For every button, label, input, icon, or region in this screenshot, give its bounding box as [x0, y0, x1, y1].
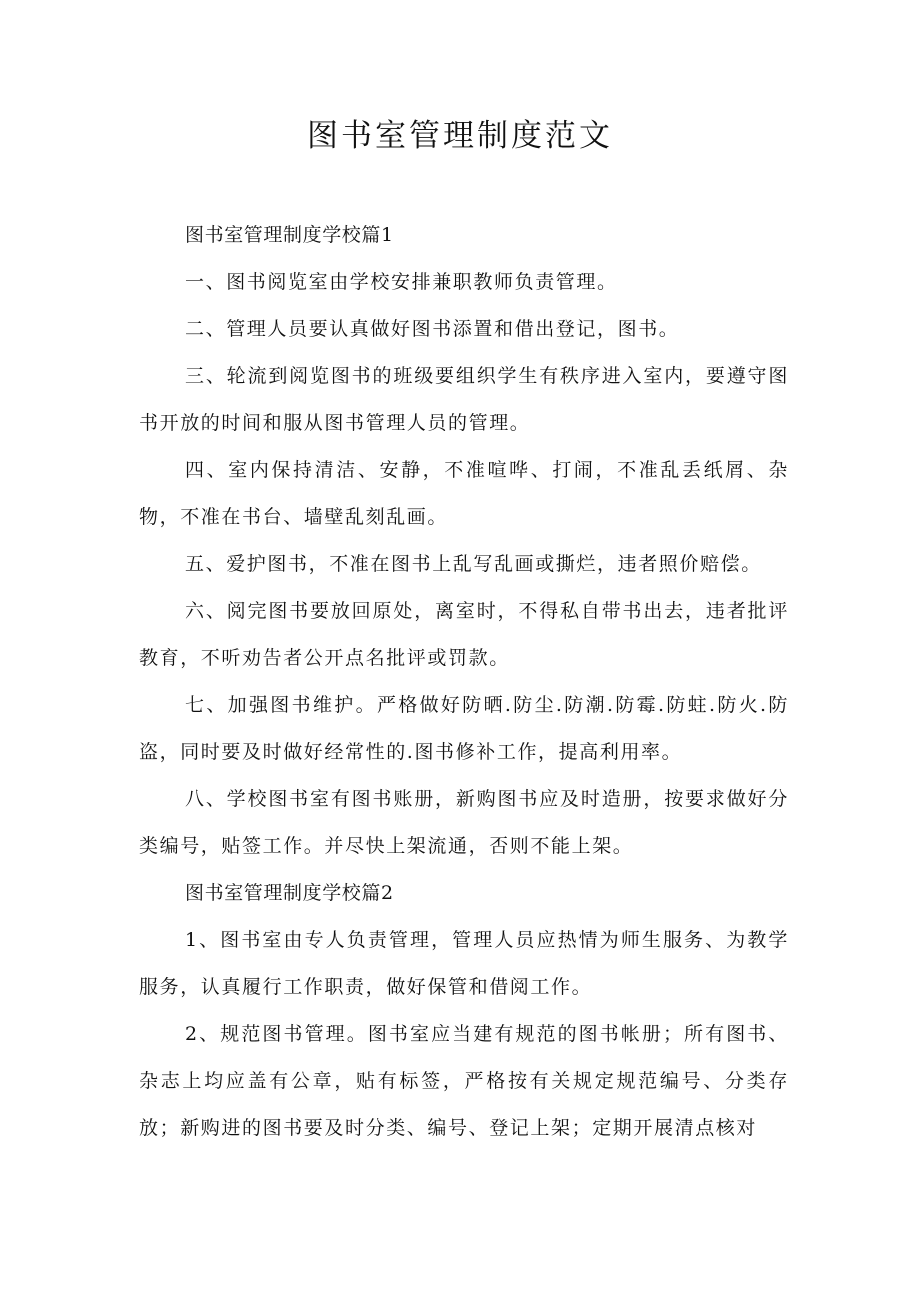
section-heading-1: 图书室管理制度学校篇1 [185, 224, 394, 246]
paragraph: 八、学校图书室有图书账册，新购图书应及时造册，按要求做好分类编号，贴签工作。并尽快上架流通，否则不能上架。 [139, 788, 789, 857]
paragraph: 一、图书阅览室由学校安排兼职教师负责管理。 [185, 271, 618, 293]
paragraph: 六、阅完图书要放回原处，离室时，不得私自带书出去，违者批评教育，不听劝告者公开点名批评或罚款。 [139, 600, 789, 669]
paragraph: 1、图书室由专人负责管理，管理人员应热情为师生服务、为教学服务，认真履行工作职责，做好保管和借阅工作。 [139, 929, 789, 998]
page-title: 图书室管理制度范文 [307, 118, 613, 154]
paragraph: 三、轮流到阅览图书的班级要组织学生有秩序进入室内，要遵守图书开放的时间和服从图书管理人员的管理。 [139, 365, 789, 434]
paragraph: 四、室内保持清洁、安静，不准喧哗、打闹，不准乱丢纸屑、杂物，不准在书台、墙壁乱刻乱画。 [139, 459, 789, 528]
paragraph: 2、规范图书管理。图书室应当建有规范的图书帐册；所有图书、杂志上均应盖有公章，贴有标签，严格按有关规定规范编号、分类存放；新购进的图书要及时分类、编号、登记上架；定期开展清点核对 [139, 1023, 789, 1139]
paragraph: 七、加强图书维护。严格做好防晒.防尘.防潮.防霉.防蛀.防火.防盗，同时要及时做好经常性的.图书修补工作，提高利用率。 [139, 694, 789, 763]
section-heading-2: 图书室管理制度学校篇2 [185, 882, 394, 904]
paragraph: 二、管理人员要认真做好图书添置和借出登记，图书。 [185, 318, 680, 340]
paragraph: 五、爱护图书，不准在图书上乱写乱画或撕烂，违者照价赔偿。 [185, 553, 762, 575]
document-body [139, 212, 789, 1152]
